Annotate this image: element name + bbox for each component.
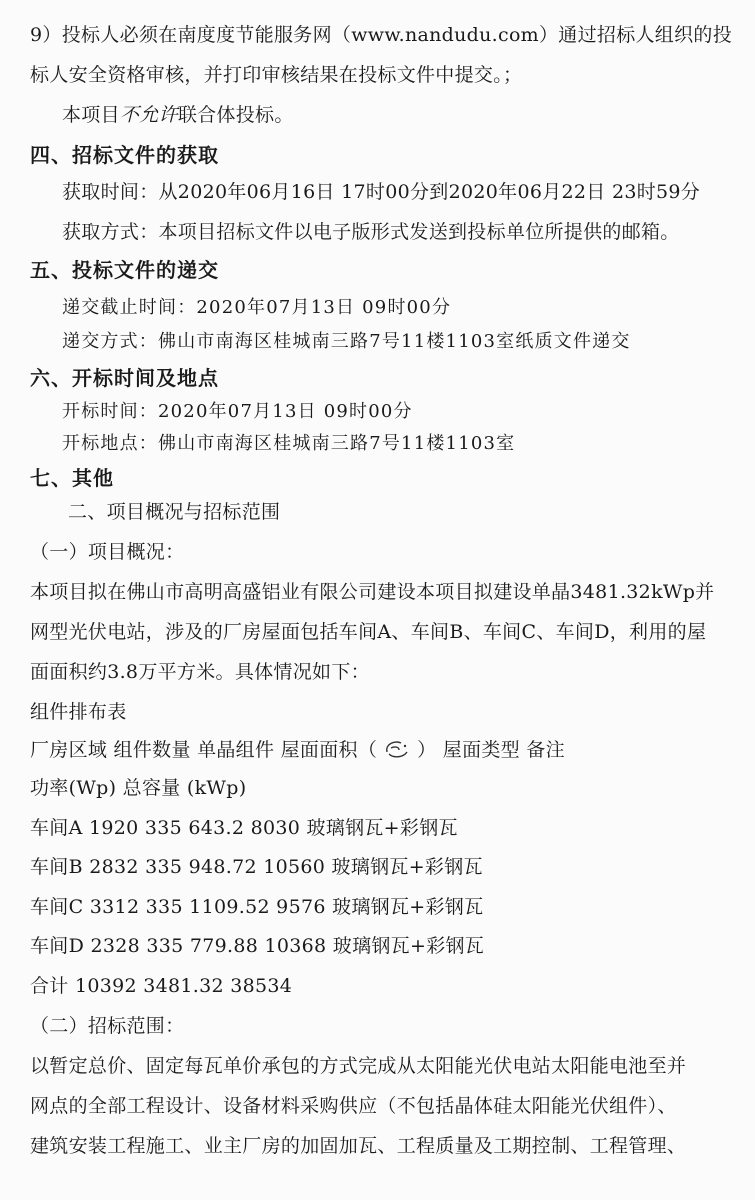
subsection-scope: （二）招标范围：: [30, 1015, 185, 1037]
handwritten-not-allowed: 不允许: [119, 104, 178, 126]
scope-paragraph-line3: 建筑安装工程施工、业主厂房的加固加瓦、工程质量及工期控制、工程管理、: [30, 1135, 687, 1157]
overview-paragraph-line2: 网型光伏电站，涉及的厂房屋面包括车间A、车间B、车间C、车间D，利用的屋: [30, 621, 707, 643]
consortium-note-prefix: 本项目: [62, 104, 120, 126]
scope-paragraph-line1: 以暂定总价、固定每瓦单价承包的方式完成从太阳能光伏电站太阳能电池至并: [30, 1055, 687, 1077]
table-total-row: 合计 10392 3481.32 38534: [30, 975, 293, 997]
consortium-note: [62, 103, 294, 127]
table-header-part1: 厂房区域 组件数量 单晶组件 屋面面积（: [30, 739, 378, 761]
handwritten-unit-mark-icon: [381, 738, 413, 760]
acquisition-method: 获取方式：本项目招标文件以电子版形式发送到投标单位所提供的邮箱。: [62, 221, 680, 243]
table-header-part2: ） 屋面类型 备注: [417, 739, 565, 761]
section-heading-6: 六、开标时间及地点: [30, 366, 219, 390]
overview-paragraph-line1: 本项目拟在佛山市高明高盛铝业有限公司建设本项目拟建设单晶3481.32kWp并: [30, 581, 715, 603]
section-heading-7: 七、其他: [30, 466, 114, 490]
table-row: 车间D 2328 335 779.88 10368 玻璃钢瓦+彩钢瓦: [30, 935, 485, 957]
subsection-overview: （一）项目概况：: [30, 541, 185, 563]
table-row: 车间B 2832 335 948.72 10560 玻璃钢瓦+彩钢瓦: [30, 856, 483, 878]
opening-location: 开标地点：佛山市南海区桂城南三路7号11楼1103室: [62, 433, 516, 454]
table-row: 车间C 3312 335 1109.52 9576 玻璃钢瓦+彩钢瓦: [30, 896, 484, 918]
table-header: [30, 738, 565, 762]
opening-time: 开标时间：2020年07月13日 09时00分: [62, 401, 413, 422]
table-caption: 组件排布表: [30, 701, 127, 723]
project-overview-heading: 二、项目概况与招标范围: [68, 501, 281, 523]
bid-requirement-9-line1: 9）投标人必须在南度度节能服务网（www.nandudu.com）通过招标人组织的投: [30, 24, 733, 46]
table-row: 车间A 1920 335 643.2 8030 玻璃钢瓦+彩钢瓦: [30, 817, 458, 839]
table-header-line2: 功率(Wp) 总容量 (kWp): [30, 777, 247, 799]
consortium-note-suffix: 联合体投标。: [177, 104, 294, 126]
section-heading-4: 四、招标文件的获取: [30, 143, 219, 167]
submission-deadline: 递交截止时间：2020年07月13日 09时00分: [62, 297, 452, 318]
submission-method: 递交方式：佛山市南海区桂城南三路7号11楼1103室纸质文件递交: [62, 331, 631, 352]
overview-paragraph-line3: 面面积约3.8万平方米。具体情况如下：: [30, 661, 370, 683]
section-heading-5: 五、投标文件的递交: [30, 258, 219, 282]
scope-paragraph-line2: 网点的全部工程设计、设备材料采购供应（不包括晶体硅太阳能光伏组件）、: [30, 1095, 677, 1117]
bid-requirement-9-line2: 标人安全资格审核，并打印审核结果在投标文件中提交。；: [30, 64, 523, 86]
acquisition-time: 获取时间：从2020年06月16日 17时00分到2020年06月22日 23时59分: [62, 181, 701, 203]
